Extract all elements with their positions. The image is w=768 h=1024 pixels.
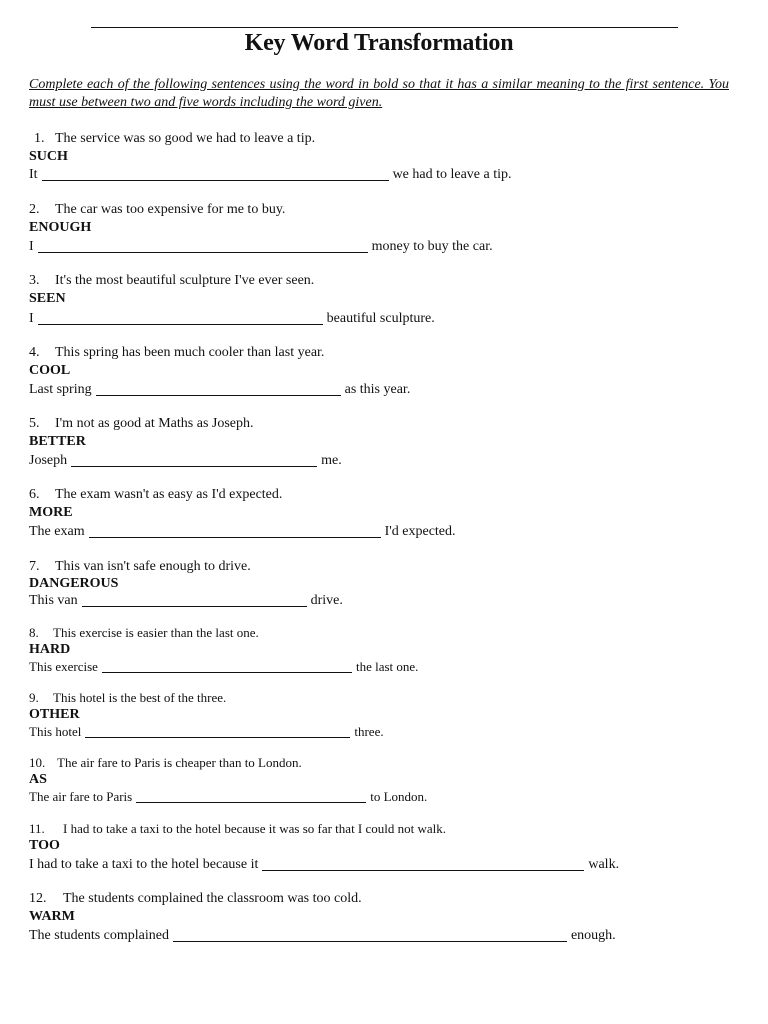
answer-prefix: It <box>29 167 38 182</box>
answer-blank[interactable] <box>42 166 389 181</box>
question-text: The air fare to Paris is cheaper than to London. <box>57 755 302 770</box>
top-rule <box>91 27 678 28</box>
question-text: The car was too expensive for me to buy. <box>55 202 286 217</box>
question-text: It's the most beautiful sculpture I've ever seen. <box>55 273 315 288</box>
answer-blank[interactable] <box>85 723 350 738</box>
question-text: I had to take a taxi to the hotel because it was so far that I could not walk. <box>63 821 447 836</box>
key-word: TOO <box>29 838 60 853</box>
question-sentence <box>29 559 251 575</box>
answer-line <box>29 856 619 873</box>
question-sentence <box>29 487 282 503</box>
answer-suffix: beautiful sculpture. <box>326 311 435 326</box>
question-number: 1. <box>34 131 45 146</box>
question-text: The students complained the classroom was too cold. <box>63 891 362 906</box>
answer-prefix: This exercise <box>29 659 98 674</box>
answer-suffix: drive. <box>310 593 343 608</box>
answer-prefix: This van <box>29 593 78 608</box>
question-sentence <box>29 891 362 907</box>
question-text: The service was so good we had to leave a tip. <box>55 131 316 146</box>
key-word: WARM <box>29 909 75 924</box>
answer-prefix: The students complained <box>29 928 169 943</box>
key-word: HARD <box>29 642 71 657</box>
question-number: 5. <box>29 416 40 431</box>
question-text: I'm not as good at Maths as Joseph. <box>55 416 254 431</box>
answer-suffix: I'd expected. <box>384 524 456 539</box>
key-word: DANGEROUS <box>29 576 119 591</box>
key-word: MORE <box>29 505 73 520</box>
answer-line <box>29 523 456 540</box>
answer-suffix: three. <box>354 724 384 739</box>
answer-prefix: Last spring <box>29 382 92 397</box>
instructions: Complete each of the following sentences using the word in bold so that it has a similar meaning to the first sentence. You must use between two and five words including the word given. <box>29 77 729 110</box>
page-title: Key Word Transformation <box>244 30 514 56</box>
question-number: 4. <box>29 345 40 360</box>
answer-prefix: Joseph <box>29 453 68 468</box>
answer-prefix: I <box>29 311 34 326</box>
answer-line <box>29 723 384 740</box>
question-sentence <box>29 273 314 289</box>
key-word: COOL <box>29 363 71 378</box>
question-number: 12. <box>29 891 47 906</box>
question-number: 9. <box>29 690 39 705</box>
question-sentence <box>29 625 259 641</box>
answer-prefix: The exam <box>29 524 85 539</box>
answer-line <box>29 238 493 255</box>
answer-suffix: we had to leave a tip. <box>392 167 512 182</box>
answer-line <box>29 381 410 398</box>
question-sentence <box>29 690 226 706</box>
answer-line <box>29 452 342 469</box>
answer-line <box>29 927 616 944</box>
question-text: This exercise is easier than the last one. <box>53 625 259 640</box>
answer-blank[interactable] <box>71 452 317 467</box>
answer-prefix: I <box>29 239 34 254</box>
question-number: 7. <box>29 559 40 574</box>
question-text: This van isn't safe enough to drive. <box>55 559 251 574</box>
question-number: 6. <box>29 487 40 502</box>
question-sentence <box>29 416 254 432</box>
question-number: 3. <box>29 273 40 288</box>
answer-prefix: The air fare to Paris <box>29 789 133 804</box>
answer-suffix: to London. <box>370 789 428 804</box>
question-text: This spring has been much cooler than last year. <box>55 345 325 360</box>
question-text: This hotel is the best of the three. <box>53 690 227 705</box>
question-sentence <box>29 202 285 218</box>
answer-blank[interactable] <box>102 658 352 673</box>
answer-suffix: as this year. <box>344 382 411 397</box>
answer-blank[interactable] <box>96 381 341 396</box>
answer-line <box>29 310 435 327</box>
answer-prefix: I had to take a taxi to the hotel because it <box>29 857 259 872</box>
answer-prefix: This hotel <box>29 724 82 739</box>
answer-suffix: me. <box>321 453 342 468</box>
question-number: 11. <box>29 821 45 836</box>
key-word: SUCH <box>29 149 68 164</box>
answer-blank[interactable] <box>173 927 567 942</box>
answer-blank[interactable] <box>262 856 584 871</box>
question-sentence <box>29 131 315 147</box>
key-word: AS <box>29 772 47 787</box>
question-sentence <box>29 345 324 361</box>
answer-suffix: money to buy the car. <box>371 239 493 254</box>
answer-line <box>29 658 418 675</box>
answer-blank[interactable] <box>89 523 381 538</box>
question-number: 8. <box>29 625 39 640</box>
answer-suffix: walk. <box>588 857 620 872</box>
question-number: 2. <box>29 202 40 217</box>
answer-blank[interactable] <box>38 310 323 325</box>
answer-line <box>29 166 512 183</box>
answer-suffix: enough. <box>570 928 616 943</box>
question-sentence <box>29 755 302 771</box>
question-text: The exam wasn't as easy as I'd expected. <box>55 487 283 502</box>
answer-blank[interactable] <box>136 788 366 803</box>
question-sentence <box>29 821 446 837</box>
key-word: OTHER <box>29 707 80 722</box>
answer-line <box>29 592 343 609</box>
answer-suffix: the last one. <box>355 659 419 674</box>
answer-line <box>29 788 427 805</box>
key-word: SEEN <box>29 291 66 306</box>
key-word: BETTER <box>29 434 86 449</box>
answer-blank[interactable] <box>82 592 307 607</box>
question-number: 10. <box>29 755 46 770</box>
key-word: ENOUGH <box>29 220 92 235</box>
answer-blank[interactable] <box>38 238 368 253</box>
